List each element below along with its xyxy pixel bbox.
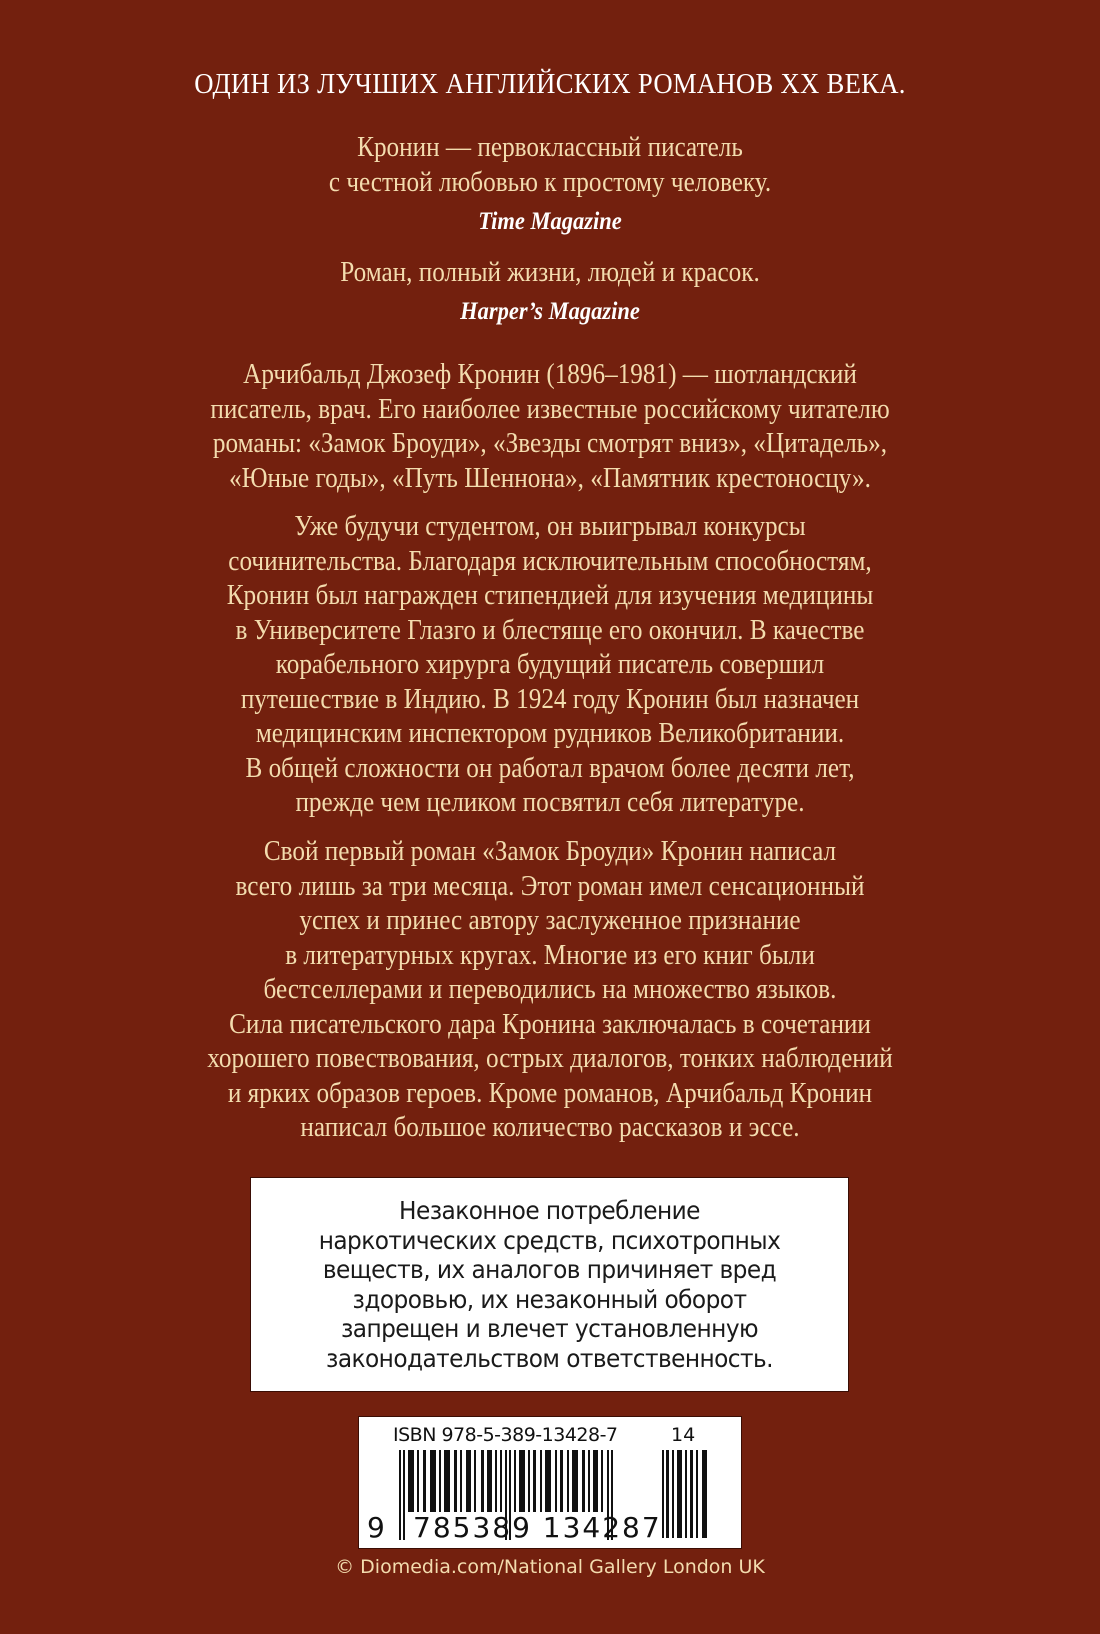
paragraph-line: хорошего повествования, острых диалогов, тонких наблюдений <box>207 1043 893 1074</box>
bio-paragraph-2 <box>55 510 1045 821</box>
paragraph-line: Уже будучи студентом, он выигрывал конкурсы <box>294 511 806 542</box>
isbn-label: ISBN 978-5-389-13428-7 <box>393 1424 618 1446</box>
barcode-addon-number: 14 <box>671 1424 696 1446</box>
quote-line: Кронин — первоклассный писатель <box>357 132 743 163</box>
paragraph-line: в Университете Глазго и блестяще его окончил. В качестве <box>235 614 865 646</box>
warning-line: законодательством ответственность. <box>326 1343 773 1373</box>
quote-source-harpers: Harper’s Magazine <box>460 298 640 325</box>
paragraph-line: написал большое количество рассказов и эссе. <box>300 1112 800 1143</box>
paragraph-line: Арчибальд Джозеф Кронин (1896–1981) — шотландский <box>243 359 857 390</box>
paragraph-line: и ярких образов героев. Кроме романов, Арчибальд Кронин <box>227 1077 873 1109</box>
paragraph-line: корабельного хирурга будущий писатель совершил <box>275 649 825 680</box>
quote-source-time: Time Magazine <box>478 208 622 235</box>
health-warning-box <box>251 1178 848 1391</box>
paragraph-line: писатель, врач. Его наиболее известные российскому читателю <box>210 393 890 425</box>
isbn-barcode <box>359 1417 741 1548</box>
quote-time <box>55 130 1045 200</box>
quote-line: с честной любовью к простому человеку. <box>328 167 772 198</box>
paragraph-line: всего лишь за три месяца. Этот роман имел сенсационный <box>235 870 865 902</box>
paragraph-line: сочинительства. Благодаря исключительным способностям, <box>228 545 872 577</box>
paragraph-line: романы: «Замок Броуди», «Звезды смотрят вниз», «Цитадель», <box>212 428 888 459</box>
paragraph-line: в литературных кругах. Многие из его книг были <box>285 939 815 971</box>
paragraph-line: В общей сложности он работал врачом более десяти лет, <box>245 752 855 784</box>
quote-line: Роман, полный жизни, людей и красок. <box>340 257 760 288</box>
warning-line: запрещен и влечет установленную <box>340 1314 759 1343</box>
paragraph-line: путешествие в Индию. В 1924 году Кронин был назначен <box>240 683 860 715</box>
warning-line: Незаконное потребление <box>399 1196 700 1225</box>
paragraph-line: прежде чем целиком посвятил себя литературе. <box>295 787 805 818</box>
barcode-digits: 785389 134287 <box>413 1511 662 1544</box>
bio-paragraph-3 <box>55 835 1045 1146</box>
paragraph-line: Сила писательского дара Кронина заключалась в сочетании <box>229 1008 871 1040</box>
headline: ОДИН ИЗ ЛУЧШИХ АНГЛИЙСКИХ РОМАНОВ XX ВЕКА. <box>194 68 906 100</box>
warning-line: наркотических средств, психотропных <box>318 1225 781 1255</box>
warning-line: здоровью, их незаконный оборот <box>352 1284 747 1314</box>
barcode-lead-digit: 9 <box>367 1511 385 1544</box>
warning-line: веществ, их аналогов причиняет вред <box>322 1255 777 1284</box>
paragraph-line: медицинским инспектором рудников Великобритании. <box>255 718 845 749</box>
paragraph-line: «Юные годы», «Путь Шеннона», «Памятник крестоносцу». <box>229 462 871 494</box>
bio-paragraph-1 <box>55 358 1045 496</box>
paragraph-line: Свой первый роман «Замок Броуди» Кронин написал <box>263 836 837 867</box>
paragraph-line: успех и принес автору заслуженное признание <box>299 905 801 936</box>
paragraph-line: Кронин был награжден стипендией для изучения медицины <box>226 580 874 611</box>
image-credit: © Diomedia.com/National Gallery London UK <box>335 1556 765 1578</box>
barcode-addon-bars-icon <box>662 1450 712 1538</box>
paragraph-line: бестселлерами и переводились на множество языков. <box>263 974 837 1005</box>
quote-harpers <box>55 255 1045 290</box>
